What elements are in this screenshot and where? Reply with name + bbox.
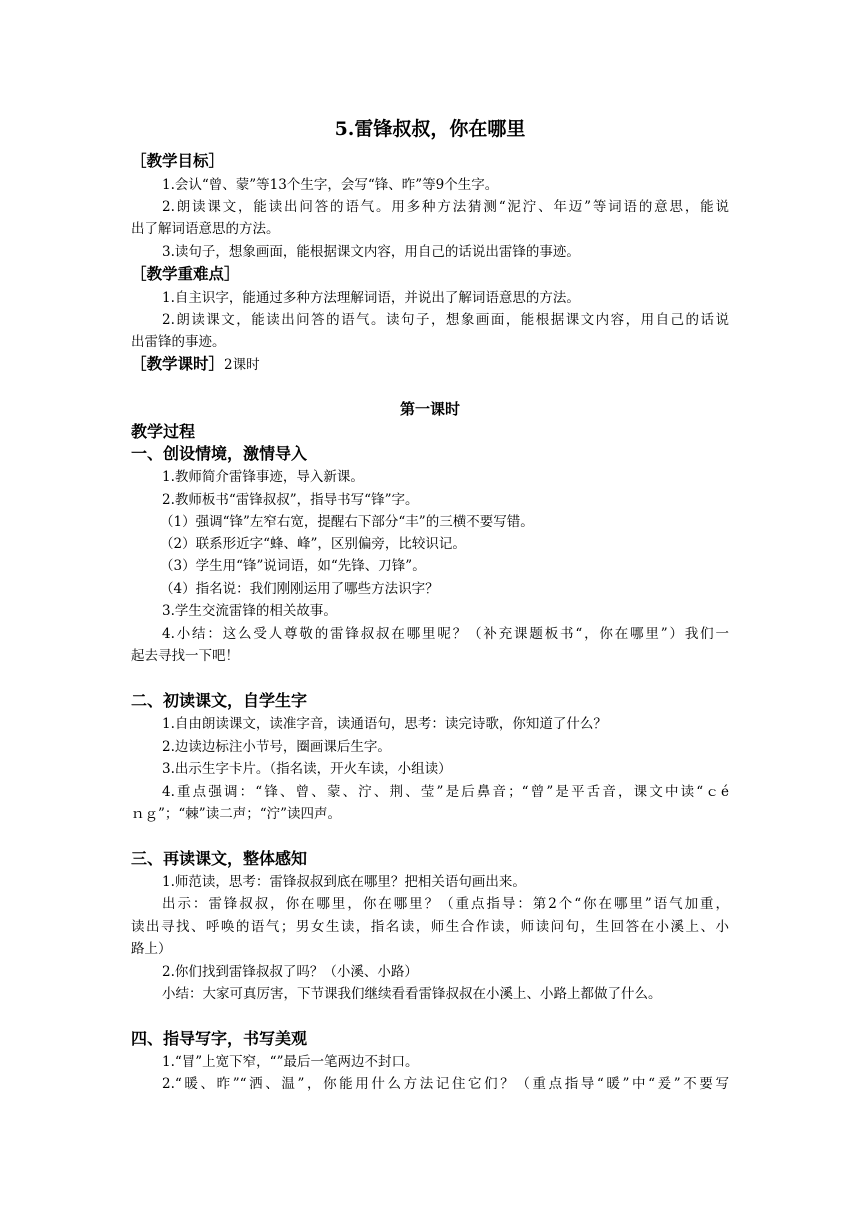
- hours-line: [131, 353, 260, 376]
- section-3-heading: 三、再读课文，整体感知: [131, 849, 308, 868]
- goal-line-4: 3.读句子，想象画面，能根据课文内容，用自己的话说出雷锋的事迹。: [162, 244, 580, 260]
- section-2-line: 1.自由朗读课文，读准字音，读通语句，思考：读完诗歌，你知道了什么？: [162, 716, 607, 732]
- section-4-line: 2.“暖、昨”“洒、温”，你能用什么方法记住它们？（重点指导“暖”中“爰”不要写: [162, 1076, 729, 1092]
- section-4-heading: 四、指导写字，书写美观: [131, 1029, 308, 1048]
- section-1-heading: 一、创设情境，激情导入: [131, 444, 308, 463]
- key-point-line-2: 2.朗读课文，能读出问答的语气。读句子，想象画面，能根据课文内容，用自己的话说: [162, 312, 729, 328]
- goal-line-2: 2.朗读课文，能读出问答的语气。用多种方法猜测“泥泞、年迈”等词语的意思，能说: [162, 199, 729, 215]
- document-title: 5.雷锋叔叔，你在哪里: [334, 118, 526, 140]
- section-1-line: 2.教师板书“雷锋叔叔”，指导书写“锋”字。: [162, 492, 419, 508]
- section-1-line: （2）联系形近字“蜂、峰”，区别偏旁，比较识记。: [160, 536, 466, 552]
- section-2-line: 2.边读边标注小节号，圈画课后生字。: [162, 739, 391, 755]
- section-1-line: 起去寻找一下吧！: [131, 648, 239, 664]
- section-3-line: 出示：雷锋叔叔，你在哪里，你在哪里？（重点指导：第2个“你在哪里”语气加重，: [162, 896, 729, 912]
- key-point-line-1: 1.自主识字，能通过多种方法理解词语，并说出了解词语意思的方法。: [162, 290, 580, 306]
- goals-heading: ［教学目标］: [131, 151, 225, 170]
- section-3-line: 读出寻找、呼唤的语气；男女生读，指名读，师生合作读，师读问句，生回答在小溪上、小: [131, 919, 729, 935]
- section-3-line: 小结：大家可真厉害，下节课我们继续看看雷锋叔叔在小溪上、小路上都做了什么。: [162, 986, 662, 1002]
- key-points-heading: ［教学重难点］: [131, 264, 240, 283]
- section-1-line: 3.学生交流雷锋的相关故事。: [162, 603, 337, 619]
- process-heading: 教学过程: [131, 422, 196, 441]
- section-2-line: ｎｇ”；“棘”读二声；“泞”读四声。: [131, 806, 342, 822]
- section-2-heading: 二、初读课文，自学生字: [131, 691, 308, 710]
- section-1-line: （1）强调“锋”左窄右宽，提醒右下部分“丰”的三横不要写错。: [160, 514, 534, 530]
- section-1-line: （3）学生用“锋”说词语，如“先锋、刀锋”。: [160, 558, 426, 574]
- section-2-line: 3.出示生字卡片。（指名读，开火车读，小组读）: [162, 761, 452, 777]
- section-3-line: 2.你们找到雷锋叔叔了吗？（小溪、小路）: [162, 964, 418, 980]
- hours-value: 2课时: [224, 357, 260, 373]
- key-point-line-3: 出雷锋的事迹。: [131, 334, 226, 350]
- section-3-line: 1.师范读，思考：雷锋叔叔到底在哪里？把相关语句画出来。: [162, 874, 526, 890]
- section-4-line: 1.“冒”上宽下窄，“”最后一笔两边不封口。: [162, 1054, 419, 1070]
- section-1-line: 4.小结：这么受人尊敬的雷锋叔叔在哪里呢？（补充课题板书“，你在哪里”）我们一: [162, 626, 729, 642]
- hours-heading: ［教学课时］: [131, 354, 225, 373]
- goal-line-3: 出了解词语意思的方法。: [131, 221, 280, 237]
- section-1-line: 1.教师简介雷锋事迹，导入新课。: [162, 469, 364, 485]
- section-3-line: 路上）: [131, 941, 172, 957]
- goal-line-1: 1.会认“曾、蒙”等13个生字，会写“锋、昨”等9个生字。: [162, 177, 499, 193]
- lesson-title: 第一课时: [399, 400, 460, 418]
- section-1-line: （4）指名说：我们刚刚运用了哪些方法识字？: [160, 581, 439, 597]
- section-2-line: 4.重点强调：“锋、曾、蒙、泞、荆、莹”是后鼻音；“曾”是平舌音，课文中读“ｃé: [162, 784, 729, 800]
